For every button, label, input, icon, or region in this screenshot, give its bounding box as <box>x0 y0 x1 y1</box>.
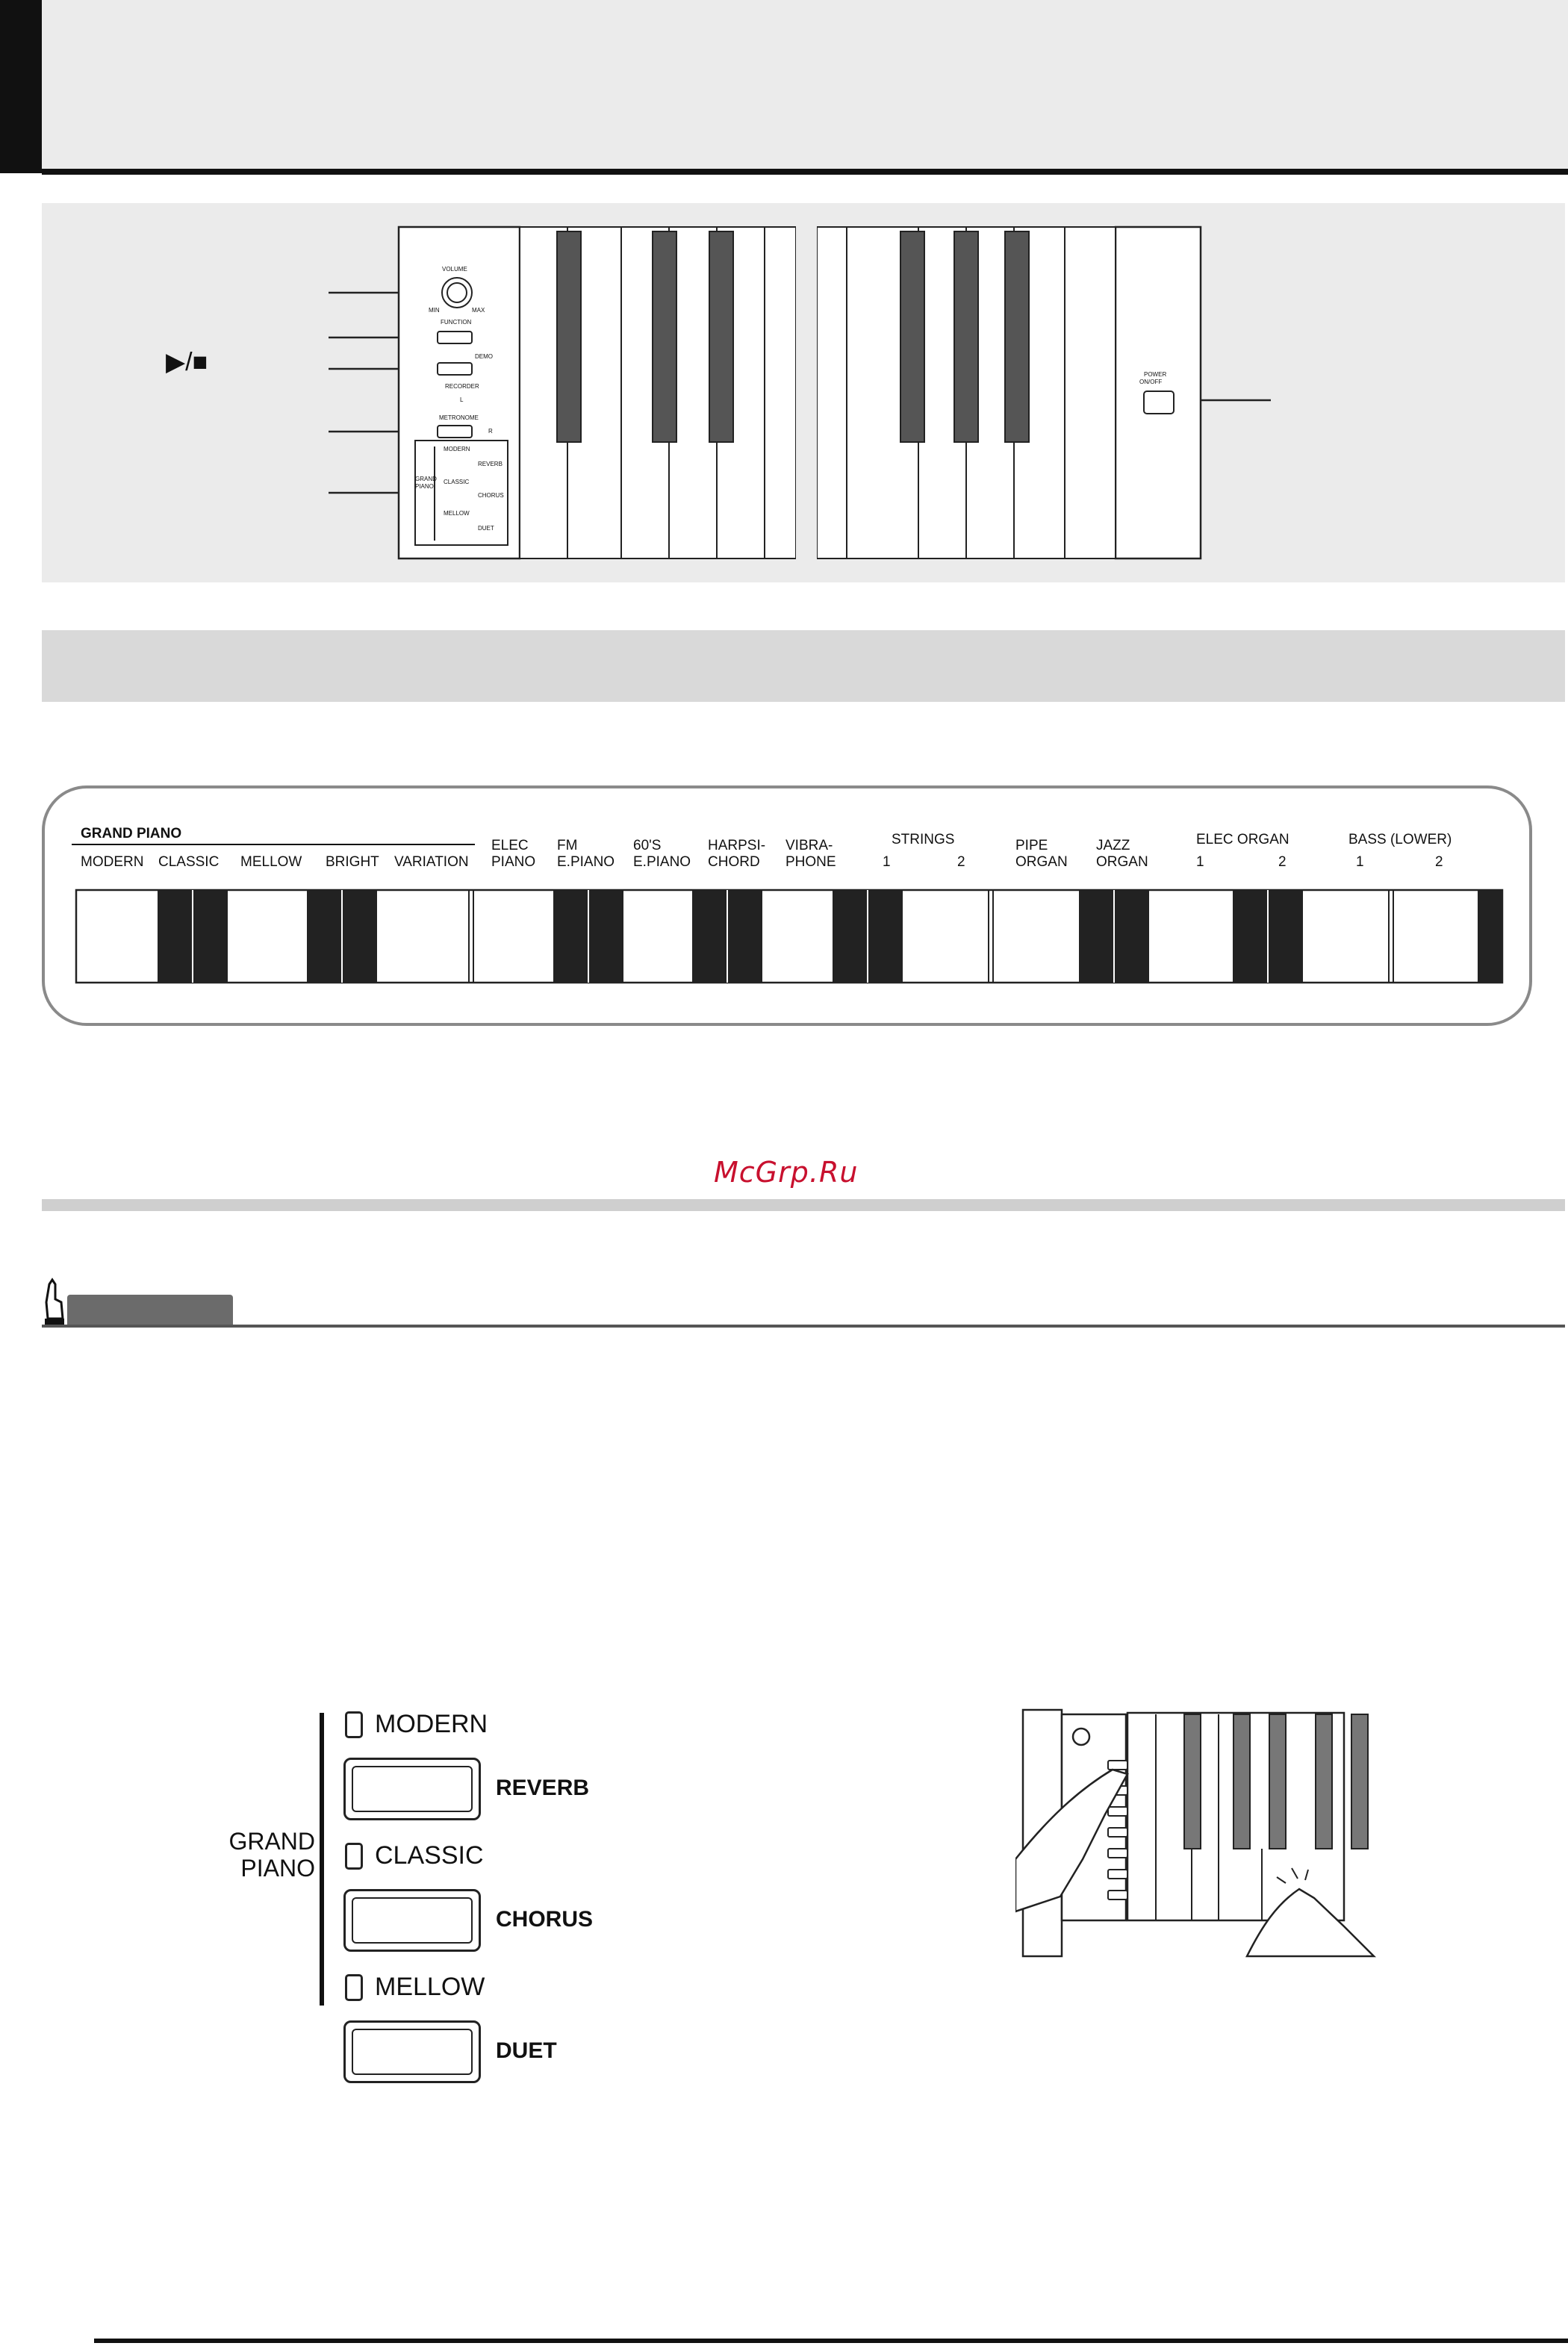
svg-text:L: L <box>460 396 464 403</box>
tone-label-line2: 1 <box>1196 854 1204 870</box>
hand-pointer-icon <box>42 1277 69 1329</box>
tone-label-line2: BRIGHT <box>326 854 379 870</box>
duet-label: DUET <box>496 2038 557 2063</box>
svg-text:GRAND: GRAND <box>415 476 437 482</box>
svg-text:POWER: POWER <box>1144 371 1167 378</box>
svg-text:METRONOME: METRONOME <box>439 414 479 421</box>
mellow-label: MELLOW <box>375 1973 485 2001</box>
tone-label-line1: 60'S <box>633 838 662 853</box>
tone-label-line1: PIPE <box>1015 838 1048 853</box>
tone-label-line1: JAZZ <box>1096 838 1130 853</box>
footer-rule <box>94 2339 1568 2343</box>
tone-label-line1: ELEC <box>491 838 529 853</box>
chorus-button[interactable] <box>343 1889 481 1952</box>
mellow-led <box>345 1974 363 2001</box>
watermark: McGrp.Ru <box>714 1156 859 1189</box>
svg-text:DUET: DUET <box>478 525 494 532</box>
grand-label: GRAND <box>228 1828 315 1855</box>
play-stop-label: ▶/■ <box>166 348 208 376</box>
svg-text:R: R <box>488 428 493 435</box>
section-rule <box>42 1199 1565 1211</box>
svg-text:RECORDER: RECORDER <box>445 383 479 390</box>
piano-label: PIANO <box>240 1855 315 1882</box>
tone-label-line1: FM <box>557 838 578 853</box>
tone-group-title: GRAND PIANO <box>81 826 182 841</box>
tone-label-line2: VARIATION <box>394 854 469 870</box>
modern-label: MODERN <box>375 1710 488 1738</box>
reverb-label: REVERB <box>496 1776 590 1800</box>
svg-text:MAX: MAX <box>472 307 485 314</box>
tone-label-line2: CLASSIC <box>158 854 220 870</box>
grand-piano-bracket <box>320 1713 324 2006</box>
tone-label-line2: 2 <box>1278 854 1287 870</box>
elec-organ-label: ELEC ORGAN <box>1196 832 1289 847</box>
tone-label-line2: CHORD <box>708 854 760 870</box>
svg-text:MIN: MIN <box>429 307 440 314</box>
classic-label: CLASSIC <box>375 1841 484 1870</box>
svg-text:PIANO: PIANO <box>415 483 434 490</box>
volume-text: VOLUME <box>442 266 467 273</box>
svg-text:CHORUS: CHORUS <box>478 492 504 499</box>
tone-keyboard <box>0 0 1568 1045</box>
note-rule <box>42 1325 1565 1328</box>
tone-label-line2: 1 <box>1356 854 1364 870</box>
tone-label-line2: PHONE <box>785 854 836 870</box>
tone-label-line2: ORGAN <box>1015 854 1068 870</box>
tone-label-line2: MODERN <box>81 854 144 870</box>
tone-label-line2: MELLOW <box>240 854 302 870</box>
tone-label-line2: 2 <box>957 854 965 870</box>
classic-led <box>345 1843 363 1870</box>
svg-text:MODERN: MODERN <box>444 446 470 452</box>
tone-label-line1: HARPSI- <box>708 838 766 853</box>
tone-label-line2: ORGAN <box>1096 854 1148 870</box>
tone-label-line2: 2 <box>1435 854 1443 870</box>
svg-text:FUNCTION: FUNCTION <box>441 319 472 326</box>
grand-piano-label <box>221 1828 315 1882</box>
chorus-label: CHORUS <box>496 1907 594 1932</box>
reverb-button[interactable] <box>343 1758 481 1820</box>
tone-label-line2: PIANO <box>491 854 536 870</box>
tone-label-line2: 1 <box>883 854 891 870</box>
svg-text:DEMO: DEMO <box>475 353 493 360</box>
tone-label-line1: VIBRA- <box>785 838 833 853</box>
svg-text:ON/OFF: ON/OFF <box>1139 379 1163 385</box>
note-tab <box>67 1295 233 1326</box>
svg-text:MELLOW: MELLOW <box>444 510 470 517</box>
strings-label: STRINGS <box>892 832 955 847</box>
bass-lower-label: BASS (LOWER) <box>1348 832 1452 847</box>
svg-text:REVERB: REVERB <box>478 461 503 467</box>
tone-label-line2: E.PIANO <box>633 854 691 870</box>
hands-pressing-keys-illustration <box>1015 1702 1389 1971</box>
duet-button[interactable] <box>343 2020 481 2083</box>
tone-label-line2: E.PIANO <box>557 854 615 870</box>
modern-led <box>345 1711 363 1738</box>
svg-text:CLASSIC: CLASSIC <box>444 479 470 485</box>
